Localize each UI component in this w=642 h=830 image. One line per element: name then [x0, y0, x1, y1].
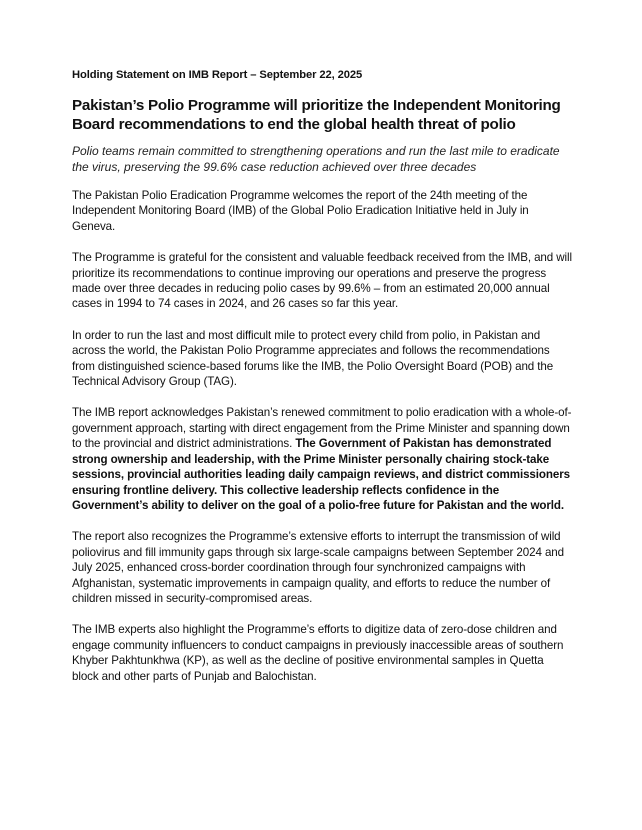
paragraph-5: The report also recognizes the Programme’s extensive efforts to interrupt the transmission of wild poliovirus and fill immunity gaps through six large-scale campaigns between September 2024 and July 2025, enhanced cross-border coordination through four synchronized campaigns with Afghanistan, systematic improvements in campaign quality, and efforts to reduce the number of children missed in security-compromised areas. — [72, 530, 564, 605]
statement-subhead: Polio teams remain committed to strengthening operations and run the last mile to eradicate the virus, preserving the 99.6% case reduction achieved over three decades — [72, 144, 560, 174]
paragraph-3: In order to run the last and most difficult mile to protect every child from polio, in Pakistan and across the world, the Pakistan Polio Programme appreciates and follows the recommendations from distinguished science-based forums like the IMB, the Polio Oversight Board (POB) and the Technical Advisory Group (TAG). — [72, 328, 554, 389]
statement-kicker: Holding Statement on IMB Report – September 22, 2025 — [72, 69, 363, 81]
paragraph-4 — [72, 405, 572, 513]
statement-headline: Pakistan’s Polio Programme will prioritize the Independent Monitoring Board recommendations to end the global health threat of polio — [72, 97, 561, 133]
paragraph-4-bold: The Government of Pakistan has demonstrated strong ownership and leadership, with the Prime Minister personally chairing stock-take sessions, provincial authorities leading daily campaign reviews, and district commissioners ensuring frontline delivery. This collective leadership reflects confidence in the Government’s ability to deliver on the goal of a polio-free future for Pakistan and the world. — [72, 437, 570, 512]
paragraph-6: The IMB experts also highlight the Programme’s efforts to digitize data of zero-dose children and engage community influencers to conduct campaigns in previously inaccessible areas of southern Khyber Pakhtunkhwa (KP), as well as the decline of positive environmental samples in Quetta block and other parts of Punjab and Balochistan. — [72, 623, 564, 683]
paragraph-4-regular: The IMB report acknowledges Pakistan’s renewed commitment to polio eradication with a whole-of-government approach, starting with direct engagement from the Prime Minister and spanning down to the provincial and district administrations. — [72, 406, 572, 451]
paragraph-2: The Programme is grateful for the consistent and valuable feedback received from the IMB, and will prioritize its recommendations to continue improving our operations and preserve the progress made over three decades in reducing polio cases by 99.6% – from an estimated 20,000 annual cases in 1994 to 74 cases in 2024, and 26 cases so far this year. — [72, 251, 572, 311]
paragraph-1: The Pakistan Polio Eradication Programme welcomes the report of the 24th meeting of the Independent Monitoring Board (IMB) of the Global Polio Eradication Initiative held in July in Geneva. — [72, 189, 529, 233]
